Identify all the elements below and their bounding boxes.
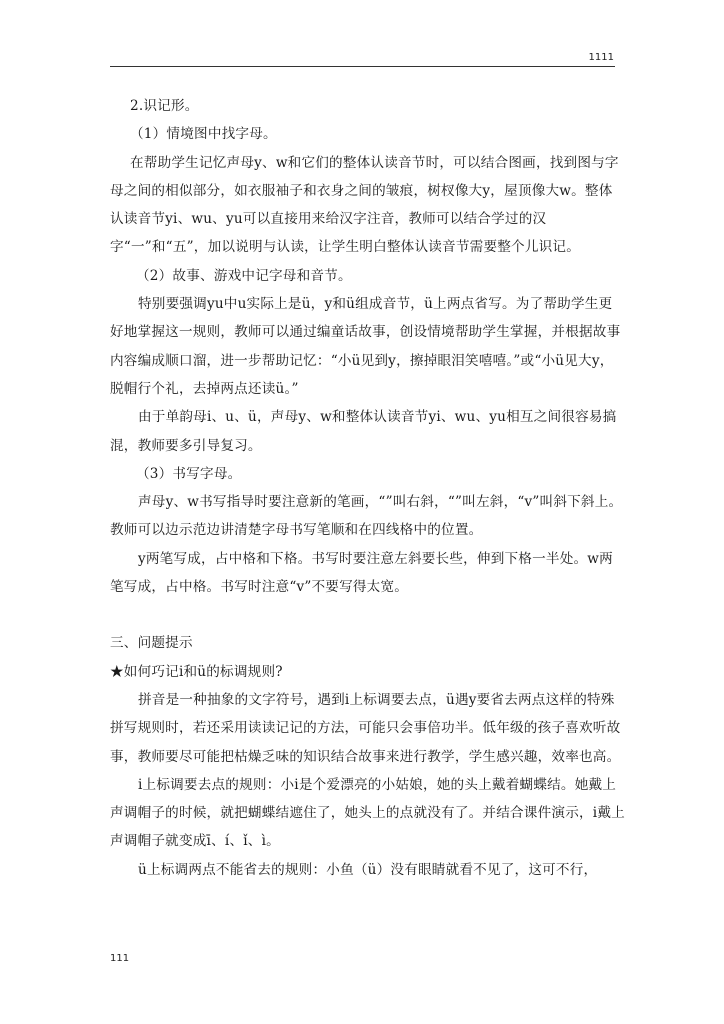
- paragraph-pinyin-abstract: 拼音是一种抽象的文字符号，遇到i上标调要去点，ü遇y要省去两点这样的特殊拼写规则时，若还采用读读记记的方法，可能只会事倍功半。低年级的孩子喜欢听故事，教师要尽可能把枯燥乏味的知识结合故事来进行教学，学生感兴趣，效率也高。: [110, 691, 621, 765]
- paragraph-i-tone-rule: i上标调要去点的规则：小i是个爱漂亮的小姑娘，她的头上戴着蝴蝶结。她戴上声调帽子的时候，就把蝴蝶结遮住了，她头上的点就没有了。并结合课件演示，i戴上声调帽子就变成ī、í、ǐ、ì。: [110, 776, 625, 850]
- section-heading-tips: 三、问题提示: [110, 635, 193, 652]
- document-body: [110, 92, 625, 884]
- subheading-find-letters: （1）情境图中找字母。: [130, 126, 277, 143]
- paragraph-y-w-writing: y两笔写成，占中格和下格。书写时要注意左斜要长些，伸到下格一半处。w两笔写成，占中格。书写时注意“v”不要写得太宽。: [110, 550, 613, 596]
- paragraph-review: 由于单韵母i、u、ü，声母y、w和整体认读音节yi、wu、yu相互之间很容易搞混，教师要多引导复习。: [110, 409, 617, 454]
- section-heading-shape: 2.识记形。: [130, 98, 199, 114]
- footer-page-number: 111: [110, 953, 130, 964]
- subheading-story-game: （2）故事、游戏中记字母和音节。: [136, 267, 352, 284]
- paragraph-strokes: 声母y、w书写指导时要注意新的笔画，“”叫右斜，“”叫左斜，“v”叫斜下斜上。教师可以边示范边讲清楚字母书写笔顺和在四线格中的位置。: [110, 494, 623, 539]
- paragraph-memory: 在帮助学生记忆声母y、w和它们的整体认读音节时，可以结合图画，找到图与字母之间的相似部分，如衣服袖子和衣身之间的皱痕，树杈像大y，屋顶像大w。整体认读音节yi、wu、yu可以直接用来给汉字注音，教师可以结合学过的汉字“一”和“五”，加以说明与认读，让学生明白整体认读音节需要整个儿识记。: [110, 154, 619, 256]
- header-page-number: 1111: [588, 52, 614, 63]
- paragraph-u-tone-rule: ü上标调两点不能省去的规则：小鱼（ü）没有眼睛就看不见了，这可不行，: [138, 861, 598, 878]
- question-heading: ★如何巧记i和ü的标调规则?: [110, 663, 283, 680]
- paragraph-yu-rule: 特别要强调yu中u实际上是ü，y和ü组成音节，ü上两点省写。为了帮助学生更好地掌握这一规则，教师可以通过编童话故事，创设情境帮助学生掌握，并根据故事内容编成顺口溜，进一步帮助记忆：“小ü见到y，擦掉眼泪笑嘻嘻。”或“小ü见大y，脱帽行个礼，去掉两点还读ü。”: [110, 296, 621, 397]
- header-rule: [110, 66, 615, 67]
- subheading-writing: （3）书写字母。: [136, 465, 242, 482]
- spacer: [110, 601, 625, 629]
